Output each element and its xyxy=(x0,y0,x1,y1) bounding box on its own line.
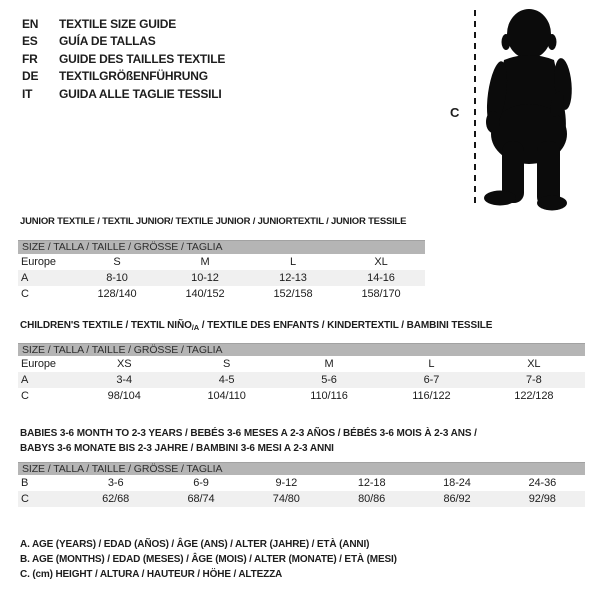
babies-size-header-bar: SIZE / TALLA / TAILLE / GRÖSSE / TAGLIA xyxy=(18,462,585,475)
language-row-it xyxy=(22,85,225,103)
junior-size-table xyxy=(18,215,425,302)
height-cell: 128/140 xyxy=(97,288,137,300)
height-cell: 68/74 xyxy=(187,493,215,505)
language-code: ES xyxy=(22,34,38,49)
size-cell: L xyxy=(289,256,297,268)
size-cell: S xyxy=(222,358,231,370)
language-code: EN xyxy=(22,16,39,31)
height-cell: 92/98 xyxy=(528,493,556,505)
babies-row-height xyxy=(18,491,585,507)
language-code: FR xyxy=(22,51,38,66)
height-cell: 74/80 xyxy=(272,493,300,505)
language-label: TEXTILGRÖßENFÜHRUNG xyxy=(59,69,208,84)
legend-note-a: A. AGE (YEARS) / EDAD (AÑOS) / ÂGE (ANS) / ALTER (JAHRE) / ETÀ (ANNI) xyxy=(20,539,370,550)
junior-table-title: JUNIOR TEXTILE / TEXTIL JUNIOR/ TEXTILE JUNIOR / JUNIORTEXTIL / JUNIOR TESSILE xyxy=(20,216,407,227)
size-cell: L xyxy=(428,358,435,370)
babies-table-title-line2: BABYS 3-6 MONATE BIS 2-3 JAHRE / BAMBINI 3-6 MESI A 2-3 ANNI xyxy=(20,443,334,454)
height-cell: 158/170 xyxy=(361,288,401,300)
age-cell: 4-5 xyxy=(218,374,235,386)
height-cell: 86/92 xyxy=(443,493,471,505)
children-table-title xyxy=(20,319,585,333)
size-cell: XS xyxy=(116,358,132,370)
language-row-en xyxy=(22,15,225,33)
height-cell: 140/152 xyxy=(185,288,225,300)
age-cell: 6-7 xyxy=(423,374,440,386)
age-cell: 10-12 xyxy=(191,272,219,284)
height-measure-label: C xyxy=(450,105,460,120)
height-cell: 104/110 xyxy=(207,390,246,402)
row-label: Europe xyxy=(21,358,56,370)
age-cell: 12-13 xyxy=(279,272,307,284)
size-cell: XL xyxy=(374,256,388,268)
age-cell: 14-16 xyxy=(367,272,395,284)
age-cell: 7-8 xyxy=(526,374,542,386)
language-label: GUÍA DE TALLAS xyxy=(59,34,156,49)
language-code: IT xyxy=(22,86,33,101)
junior-row-europe xyxy=(18,254,425,270)
children-row-age xyxy=(18,372,585,388)
language-label: GUIDE DES TAILLES TEXTILE xyxy=(59,51,226,66)
legend-notes xyxy=(20,537,397,582)
junior-row-height xyxy=(18,286,425,302)
language-row-es xyxy=(22,33,225,51)
language-row-de xyxy=(22,68,225,86)
language-list xyxy=(22,15,225,103)
language-label: GUIDA ALLE TAGLIE TESSILI xyxy=(59,86,222,101)
title-text: / TEXTILE DES ENFANTS / KINDERTEXTIL / BAMBINI TESSILE xyxy=(199,320,493,331)
age-cell: 18-24 xyxy=(443,477,471,489)
row-label: C xyxy=(21,288,29,300)
age-cell: 12-18 xyxy=(357,477,386,489)
height-cell: 152/158 xyxy=(273,288,313,300)
row-label: C xyxy=(21,493,29,505)
height-cell: 116/122 xyxy=(412,390,451,402)
age-cell: 6-9 xyxy=(193,477,209,489)
junior-row-age xyxy=(18,270,425,286)
row-label: B xyxy=(21,477,29,489)
size-cell: M xyxy=(200,256,210,268)
size-cell: S xyxy=(113,256,121,268)
height-cell: 122/128 xyxy=(514,390,554,402)
size-cell: XL xyxy=(527,358,541,370)
age-cell: 5-6 xyxy=(321,374,337,386)
height-measure-dashed-line xyxy=(474,10,476,208)
height-cell: 98/104 xyxy=(107,390,141,402)
age-cell: 8-10 xyxy=(106,272,128,284)
babies-size-table xyxy=(18,426,585,507)
legend-note-c: C. (cm) HEIGHT / ALTURA / HAUTEUR / HÖHE / ALTEZZA xyxy=(20,569,283,580)
title-subscript: /A xyxy=(191,323,200,332)
title-text: CHILDREN'S TEXTILE / TEXTIL NIÑO xyxy=(20,320,192,331)
row-label: C xyxy=(21,390,29,402)
babies-table-title-line1: BABIES 3-6 MONTH TO 2-3 YEARS / BEBÉS 3-6 MESES A 2-3 AÑOS / BÉBÉS 3-6 MOIS À 2-3 ANS / xyxy=(20,428,477,439)
legend-note-b: B. AGE (MONTHS) / EDAD (MESES) / ÂGE (MOIS) / ALTER (MONATE) / ETÀ (MESI) xyxy=(20,554,397,565)
row-label: A xyxy=(21,374,29,386)
children-size-header-bar: SIZE / TALLA / TAILLE / GRÖSSE / TAGLIA xyxy=(18,343,585,356)
age-cell: 3-6 xyxy=(107,477,124,489)
toddler-silhouette-icon xyxy=(482,6,584,212)
language-label: TEXTILE SIZE GUIDE xyxy=(59,16,177,31)
children-size-table xyxy=(18,319,585,404)
row-label: Europe xyxy=(21,256,56,268)
size-cell: M xyxy=(324,358,334,370)
age-cell: 24-36 xyxy=(528,477,557,489)
children-row-europe xyxy=(18,356,585,372)
height-cell: 62/68 xyxy=(102,493,130,505)
junior-size-header-bar: SIZE / TALLA / TAILLE / GRÖSSE / TAGLIA xyxy=(18,240,425,254)
children-row-height xyxy=(18,388,585,404)
babies-row-age xyxy=(18,475,585,491)
height-cell: 110/116 xyxy=(310,390,348,402)
age-cell: 9-12 xyxy=(275,477,298,489)
language-row-fr xyxy=(22,50,225,68)
row-label: A xyxy=(21,272,29,284)
height-cell: 80/86 xyxy=(358,493,386,505)
age-cell: 3-4 xyxy=(116,374,132,386)
language-code: DE xyxy=(22,69,39,84)
